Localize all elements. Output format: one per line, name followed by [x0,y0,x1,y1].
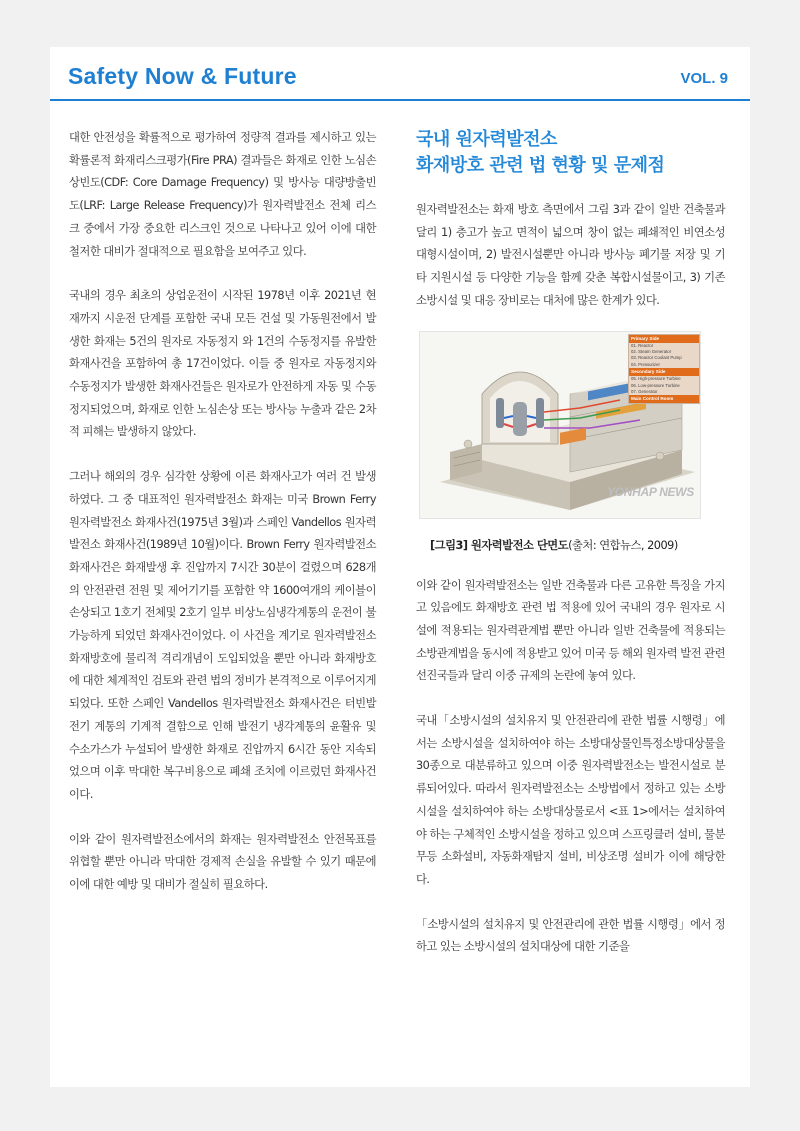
header-divider [50,99,750,101]
left-column [69,127,376,897]
legend-heading: Primary Side [629,335,699,343]
body-paragraph: 국내의 경우 최초의 상업운전이 시작된 1978년 이후 2021년 현재까지 시운전 단계를 포함한 국내 모든 건설 및 가동원전에서 발생한 화재는 5건의 원자로 자동정지 와 1건의 수동정지를 유발한 화재사건을 포함하여 총 17건이었다. 이들 중 원자로 자동정지와 수동정지가 발생한 화재사건들은 원자로가 안전하게 자동 및 수동 정지되었으며, 화재로 인한 노심손상 또는 방사능 누출과 같은 2차적 피해는 발생하지 않았다. [69,289,376,439]
body-paragraph: 이와 같이 원자력발전소에서의 화재는 원자력발전소 안전목표를 위협할 뿐만 아니라 막대한 경제적 손실을 유발할 수 있기 때문에 이에 대한 예방 및 대비가 절실히 필요하다. [69,832,376,892]
body-paragraph: 이와 같이 원자력발전소는 일반 건축물과 다른 고유한 특징을 가지고 있음에도 화재방호 관련 법 적용에 있어 국내의 경우 원자로 시설에 적용되는 원자력관계법 뿐만 아니라 일반 건축물에 적용되는 소방관계법을 동시에 적용받고 있어 미국 등 해외 원자력 발전 관련 선진국들과 달리 이중 규제의 논란에 놓여 있다. [416,578,725,683]
header [50,47,750,101]
legend-heading: Main Control Room [629,395,699,403]
figure-legend [628,334,700,405]
caption-source: (출처: 연합뉴스, 2009) [568,538,678,552]
legend-item: 03. Reactor Coolant Pump [631,355,682,361]
plant-cross-section-figure [419,331,701,519]
caption-label: [그림3] 원자력발전소 단면도 [430,538,569,552]
legend-item: 04. Pressurizer [631,361,660,367]
section-title [416,127,725,179]
legend-heading: Secondary Side [629,368,699,376]
body-paragraph: 그러나 해외의 경우 심각한 상황에 이른 화재사고가 여러 건 발생하였다. 그 중 대표적인 원자력발전소 화재는 미국 Brown Ferry 원자력발전소 화재사건(1975년 3월)과 스페인 Vandellos 원자력발전소 화재사건(1989년 10월)이다. Brown Ferry 원자력발전소 화재사건은 화재발생 후 진압까지 7시간 30분이 걸렸으며 628개의 안전관련 전원 및 제어기기를 포함한 약 1600여개의 케이블이 손상되고 1호기 전체및 2호기 일부 비상노심냉각계통의 운전이 불가능하게 되었던 화재사건이었다. 이 사건을 계기로 원자력발전소 화재방호에 물리적 격리개념이 도입되었을 뿐만 아니라 화재방호에 대한 체계적인 검토와 관련 법의 정비가 본격적으로 이루어지게 되었다. 또한 스페인 Vandellos 원자력발전소 화재사건은 터빈발전기 계통의 기계적 결함으로 인해 발전기 냉각계통의 윤활유 및 수소가스가 누설되어 발생한 화재로 진압까지 6시간 동안 지속되었으며 이후 막대한 복구비용으로 폐쇄 조치에 이르렀던 화재사건이다. [69,470,376,801]
figure-caption [430,535,725,557]
legend-item: 01. Reactor [631,342,654,348]
section-title-line: 국내 원자력발전소 [416,129,557,150]
legend-item: 06. Low-pressure Turbine [631,382,680,388]
page [50,47,750,1087]
legend-item: 02. Steam Generator [631,348,672,354]
volume-label: VOL. 9 [680,70,728,87]
header-title: Safety Now & Future [68,63,297,89]
watermark: YONHAP NEWS [607,484,694,499]
body-paragraph: 원자력발전소는 화재 방호 측면에서 그림 3과 같이 일반 건축물과 달리 1) 층고가 높고 면적이 넓으며 창이 없는 폐쇄적인 비연소성 대형시설이며, 2) 발전시설뿐만 아니라 방사능 폐기물 저장 및 기타 지원시설 등 다양한 기능을 함께 갖춘 복합시설물이고, 3) 기존 소방시설 및 대응 장비로는 대처에 많은 한계가 있다. [416,203,725,307]
legend-item: 07. Generator [631,388,658,394]
legend-item: 05. High-pressure Turbine [631,376,681,382]
body-paragraph: 대한 안전성을 확률적으로 평가하여 정량적 결과를 제시하고 있는 확률론적 화재리스크평가(Fire PRA) 결과들은 화재로 인한 노심손상빈도(CDF: Core Damage Frequency) 및 방사능 대량방출빈도(LRF: Large Release Frequency)가 원자력발전소 전체 리스크 중에서 가장 중요한 리스크인 것으로 나타나고 있어 이에 대한 철저한 대비가 절대적으로 필요함을 보여주고 있다. [69,131,376,258]
right-column [416,127,725,959]
section-title-line: 화재방호 관련 법 현황 및 문제점 [416,155,665,176]
body-paragraph: 국내「소방시설의 설치유지 및 안전관리에 관한 법률 시행령」에서는 소방시설을 설치하여야 하는 소방대상물인특정소방대상물을 30종으로 대분류하고 있으며 이중 원자력발전소는 발전시설로 분류되어있다. 따라서 원자력발전소는 소방법에서 정하고 있는 소방시설을 설치하여야 하는 소방대상물로서 <표 1>에서는 설치하여야 하는 구체적인 소방시설을 정하고 있으며 스프링클러 설비, 물분무등 소화설비, 자동화재탐지 설비, 비상조명 설비가 이에 해당한다. [416,714,725,886]
body-paragraph: 「소방시설의 설치유지 및 안전관리에 관한 법률 시행령」에서 정하고 있는 소방시설의 설치대상에 대한 기준을 [416,917,725,954]
